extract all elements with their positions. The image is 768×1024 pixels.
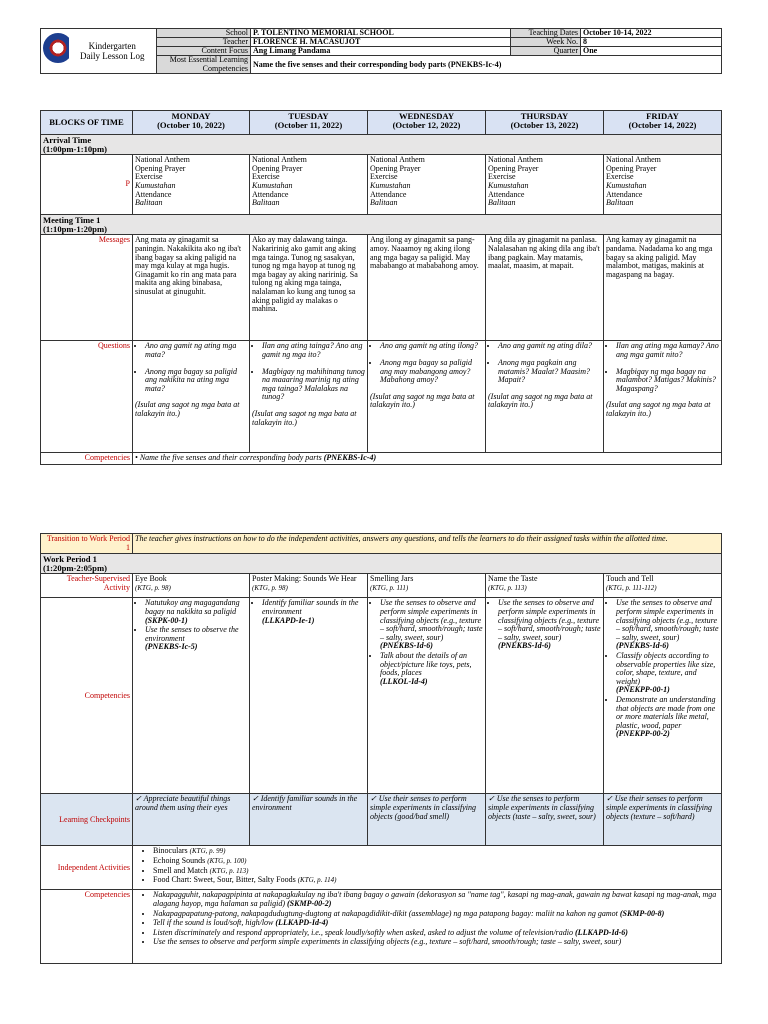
questions-friday [604,341,722,453]
independent-name: Food Chart: Sweet, Sour, Bitter, Salty Foods [153,875,296,885]
competency-text: Identify familiar sounds in the environment [262,598,359,616]
arrival-cell-wednesday [368,155,486,215]
question-note: (Isulat ang sagot ng mga bata at talakayin ito.) [252,408,357,427]
deped-logo [41,29,69,74]
question-item: • Ilan ang ating tainga? Ano ang gamit ng mga ito? [262,342,365,359]
work-section-title: Work Period 1 (1:20pm-2:05pm) [41,554,722,574]
arrival-item: Balitaan [135,198,163,208]
checkpoint-item [252,795,365,812]
activity-ref: (KTG, p. 113) [488,583,527,592]
arrival-item: Exercise [252,172,280,182]
checkpoint-text: Use their senses to perform simple experiments in classifying objects (good/bad smell) [370,794,476,821]
ind-competency-item [153,929,719,938]
arrival-item: Exercise [606,172,634,182]
arrival-item: Kumustahan [252,180,293,190]
arrival-item: Balitaan [606,198,634,208]
arrival-row-label: P [41,155,133,215]
message-monday: Ang mata ay ginagamit sa paningin. Nakakikita ako ng iba't ibang bagay sa aking paligid na may mga kulay at mga hugis. Ginagamit ko rin ang mata para makita ang aking binabasa, sinusulat at ginuguhit. [133,235,250,341]
arrival-item: Attendance [606,189,643,199]
ind-competency-text: Nakapagpapatung-patong, nakapagdudugtung-dugtong at nakapagdidikit-dikit (assemblage) ng mga patapong bagay: maliit na kahon ng gamot [153,908,618,918]
arrival-item: Exercise [135,172,163,182]
melc-value: Name the five senses and their corresponding body parts (PNEKBS-Ic-4) [253,59,502,69]
focus-label: Content Focus [157,47,251,56]
independent-list [135,847,719,884]
question-item: • Anong mga pagkain ang matamis? Maalat? Maasim? Mapait? [498,359,601,385]
deped-seal-icon [43,33,69,63]
work-period-table [40,533,722,964]
question-note: (Isulat ang sagot ng mga bata at talakayin ito.) [135,400,240,418]
competency-code: (PNEKBS-Ic-5) [145,642,198,652]
ind-competency-item [153,910,719,919]
message-thursday: Ang dila ay ginagamit na panlasa. Nalalasahan ng aking dila ang iba't ibang pagkain. May matamis, maalat, maasim, at mapait. [486,235,604,341]
day-header-thursday: THURSDAY (October 13, 2022) [486,111,604,135]
competency-code: (PNEKPP-00-2) [616,729,670,739]
competencies-friday [604,598,722,794]
questions-wednesday [368,341,486,453]
transition-label: Transition to Work Period 1 [41,534,133,554]
activity-name: Smelling Jars [370,574,414,584]
competency-item [262,599,365,625]
competency-text: Use the senses to observe and perform simple experiments in classifying objects (e.g., texture – soft/hard, smooth/rough; taste – salty, sweet, sour) [380,598,483,642]
question-note: (Isulat ang sagot ng mga bata at talakayin ito.) [488,391,593,410]
activity-ref: (KTG, p. 98) [135,583,171,592]
competency-item [498,599,601,651]
competency-text: Use the senses to observe and perform simple experiments in classifying objects (e.g., texture – soft/hard, smooth/rough; taste – salty, sweet, sour) [616,598,719,642]
focus-value: Ang Limang Pandama [251,47,511,56]
competency-code: (PNEKBS-Id-6) [498,641,551,651]
question-list [606,342,719,393]
checkpoint-friday [604,794,722,846]
competency-item [145,626,247,652]
activity-name: Name the Taste [488,574,538,584]
ind-competency-text: Tell if the sound is loud/soft, high/low [153,918,274,928]
dates-label: Teaching Dates [511,29,581,38]
competencies-thursday [486,598,604,794]
arrival-item: Exercise [488,172,516,182]
message-wednesday: Ang ilong ay ginagamit sa pang-amoy. Naaamoy ng aking ilong ang mga bagay sa paligid. May mababango at mababahong amoy. [368,235,486,341]
ind-competency-list [135,891,719,947]
question-item: • Magbigay ng mahihinang tunog na maaaring marinig ng ating mga tainga? Malalakas na tunog? [262,368,365,402]
arrival-item: National Anthem [606,155,661,165]
school-label: School [157,29,251,38]
competency-list [252,599,365,625]
independent-item [153,867,719,876]
arrival-item: Balitaan [370,198,398,208]
transition-text: The teacher gives instructions on how to do the independent activities, answers any questions, and tells the learners to do their assigned tasks within the allotted time. [133,534,722,554]
teacher-label: Teacher [157,38,251,47]
day-header-tuesday: TUESDAY (October 11, 2022) [250,111,368,135]
ind-competency-item [153,919,719,928]
competency-item [380,599,483,651]
competency-code: (PNEKPP-00-1) [616,685,670,695]
ind-competencies-label: Competencies [41,890,133,964]
competency-text: Talk about the details of an object/picture like toys, pets, foods, places [380,650,472,678]
question-list [135,342,247,393]
ind-competency-code: (LLKAPD-Id-4) [275,918,329,928]
question-note: (Isulat ang sagot ng mga bata at talakayin ito.) [370,391,475,410]
checkpoint-text: Use their senses to perform simple experiments in classifying objects (texture – soft/hard) [606,794,712,821]
competency-list [488,599,601,651]
competency-item [380,652,483,686]
ind-competency-code: (SKMP-00-8) [619,908,665,918]
activity-tuesday [250,574,368,598]
ind-competency-item [153,891,719,908]
independent-label: Independent Activities [41,846,133,890]
independent-ref: (KTG, p. 100) [207,856,247,865]
arrival-item: Kumustahan [606,180,647,190]
day-header-monday: MONDAY (October 10, 2022) [133,111,250,135]
competency-code: (LLKAPD-Ie-1) [262,615,315,625]
questions-label: Questions [41,341,133,453]
independent-name: Smell and Match [153,865,208,875]
arrival-item: Opening Prayer [135,163,186,173]
dates-value: October 10-14, 2022 [581,29,722,38]
ind-competency-text: Listen discriminately and respond appropriately, i.e., speak loudly/softly when asked, asked to adjust the volume of television/radio [153,927,574,937]
question-note: (Isulat ang sagot ng mga bata at talakayin ito.) [606,400,711,418]
question-item: • Ano ang gamit ng ating dila? [498,342,601,351]
independent-ref: (KTG, p. 114) [297,876,337,885]
activity-thursday [486,574,604,598]
arrival-item: Balitaan [252,198,280,208]
questions-thursday [486,341,604,453]
tsa-label: Teacher-Supervised Activity [41,574,133,598]
checkpoint-item [135,795,247,812]
competency-text: Use the senses to observe and perform simple experiments in classifying objects (e.g., texture – soft/hard, smooth/rough; taste – salty, sweet, sour) [498,598,601,642]
day-header-wednesday: WEDNESDAY (October 12, 2022) [368,111,486,135]
arrival-item: Attendance [488,189,525,199]
questions-tuesday [250,341,368,453]
arrival-item: Kumustahan [370,180,411,190]
independent-competencies [133,890,722,964]
check-icon: ✓ [135,794,144,804]
competency-text: Natutukoy ang magagandang bagay na nakikita sa paligid [145,598,240,616]
activity-monday [133,574,250,598]
arrival-cell-thursday [486,155,604,215]
competency-code: (PNEKBS-Id-6) [616,641,669,651]
ind-competency-text: Use the senses to observe and perform simple experiments in classifying objects (e.g., texture – soft/hard, smooth/rough; taste – salty, sweet, sour) [153,937,622,947]
day-header-friday: FRIDAY (October 14, 2022) [604,111,722,135]
quarter-label: Quarter [511,47,581,56]
checkpoint-item [606,795,719,821]
ind-competency-code: (LLKAPD-Id-6) [575,927,628,937]
ind-competency-text: Nakapagguhit, nakapagpipinta at nakapagkukulay ng iba't ibang bagay o gawain (dekorasyon sa "name tag", kasapi ng mag-anak, gawain ng bawat kasapi ng mag-anak, mga alagang hayop, mga halaman sa paligid) [153,890,717,908]
question-item: • Ano ang gamit ng ating mga mata? [145,342,247,359]
activity-ref: (KTG, p. 111-112) [606,583,657,592]
arrival-item: National Anthem [252,155,307,165]
competencies-monday [133,598,250,794]
questions-monday [133,341,250,453]
activity-friday [604,574,722,598]
competency-list [606,599,719,739]
arrival-item: Kumustahan [135,180,176,190]
independent-item [153,876,719,885]
activity-ref: (KTG, p. 111) [370,583,409,592]
activity-wednesday [368,574,486,598]
competency-code: (SKPK-00-1) [145,615,188,625]
competencies-tuesday [250,598,368,794]
independent-name: Echoing Sounds [153,855,206,865]
arrival-item: Exercise [370,172,398,182]
competency-list [135,599,247,652]
meeting-competency: • Name the five senses and their corresponding body parts (PNEKBS-Ic-4) [133,453,722,465]
competency-item [145,599,247,625]
checkpoint-text: Use the senses to perform simple experiments in classifying objects (taste – salty, sweet, sour) [488,794,596,821]
arrival-item: National Anthem [135,155,190,165]
header-table [40,28,722,74]
checkpoint-thursday [486,794,604,846]
log-title: Kindergarten Daily Lesson Log [69,29,157,74]
messages-label: Messages [41,235,133,341]
message-tuesday: Ako ay may dalawang tainga. Nakaririnig ako gamit ang aking mga tainga. Tunog ng sasakyan, tunog ng mga hayop at tunog ng mga bagay ay aking naririnig. Sa tulong ng aking mga tainga, nalalaman ko kung ang tunog sa aking paligid ay malakas o mahina. [250,235,368,341]
question-item: • Ano ang gamit ng ating ilong? [380,342,483,351]
independent-ref: (KTG, p. 113) [209,866,249,875]
question-list [252,342,365,402]
checkpoint-text: Identify familiar sounds in the environment [252,794,358,812]
checkpoint-tuesday [250,794,368,846]
arrival-item: National Anthem [488,155,543,165]
arrival-cell-tuesday [250,155,368,215]
independent-ref: (KTG, p. 99) [189,847,226,856]
arrival-item: Balitaan [488,198,516,208]
question-item: • Anong mga bagay sa paligid ang may mabangong amoy? Mabahong amoy? [380,359,483,385]
arrival-item: Opening Prayer [606,163,657,173]
arrival-cell-friday [604,155,722,215]
arrival-item: Kumustahan [488,180,529,190]
competency-code: (PNEKBS-Id-6) [380,641,433,651]
competency-code: (LLKOL-Id-4) [380,676,428,686]
arrival-item: Attendance [370,189,407,199]
independent-item [153,857,719,866]
week-label: Week No. [511,38,581,47]
competency-item [616,599,719,651]
activity-name: Poster Making: Sounds We Hear [252,574,357,584]
check-icon: ✓ [370,794,379,804]
checkpoint-item [370,795,483,821]
competencies-wednesday [368,598,486,794]
competency-text: Classify objects according to observable properties like size, color, shape, texture, and weight) [616,650,716,686]
arrival-item: Attendance [252,189,289,199]
arrival-section-title: Arrival Time (1:00pm-1:10pm) [41,135,722,155]
competency-text: Demonstrate an understanding that objects are made from one or more materials like metal, plastic, wood, paper [616,694,716,730]
ind-competency-code: (SKMP-00-2) [287,898,332,908]
activity-name: Eye Book [135,574,167,584]
question-item: • Magbigay ng mga bagay na malambot? Matigas? Makinis? Magaspang? [616,368,719,394]
message-friday: Ang kamay ay ginagamit na pandama. Nadadama ko ang mga bagay sa aking paligid. May malambot, matigas, makinis at magaspang na bagay. [604,235,722,341]
work-competencies-label: Competencies [41,598,133,794]
competency-list [370,599,483,686]
competency-item [616,652,719,695]
arrival-cell-monday [133,155,250,215]
checkpoint-item [488,795,601,821]
teacher-value: FLORENCE H. MACASUJOT [251,38,511,47]
independent-name: Binoculars [153,846,188,856]
question-list [488,342,601,384]
competency-text: Use the senses to observe the environment [145,625,239,643]
question-list [370,342,483,384]
ind-competency-item [153,938,719,947]
independent-item [153,847,719,856]
arrival-item: Attendance [135,189,172,199]
quarter-value: One [581,47,722,56]
week-value: 8 [581,38,722,47]
meeting-competencies-label: Competencies [41,453,133,465]
blocks-of-time-header: BLOCKS OF TIME [41,111,133,135]
question-item: • Anong mga bagay sa paligid ang nakikita na ating mga mata? [145,368,247,394]
meeting-table [40,110,722,465]
independent-activities [133,846,722,890]
melc-label: Most Essential Learning Competencies [157,56,251,74]
checkpoints-label: Learning Checkpoints [41,794,133,846]
check-icon: ✓ [606,794,615,804]
checkpoint-text: Appreciate beautiful things around them using their eyes [135,794,231,812]
checkpoint-monday [133,794,250,846]
activity-ref: (KTG, p. 98) [252,583,288,592]
check-icon: ✓ [488,794,497,804]
arrival-item: National Anthem [370,155,425,165]
school-value: P. TOLENTINO MEMORIAL SCHOOL [251,29,511,38]
question-item: • Ilan ang ating mga kamay? Ano ang mga gamit nito? [616,342,719,359]
competency-item [616,696,719,739]
arrival-item: Opening Prayer [488,163,539,173]
checkpoint-wednesday [368,794,486,846]
check-icon: ✓ [252,794,261,804]
meeting-section-title: Meeting Time 1 (1:10pm-1:20pm) [41,215,722,235]
arrival-item: Opening Prayer [370,163,421,173]
activity-name: Touch and Tell [606,574,654,584]
arrival-item: Opening Prayer [252,163,303,173]
